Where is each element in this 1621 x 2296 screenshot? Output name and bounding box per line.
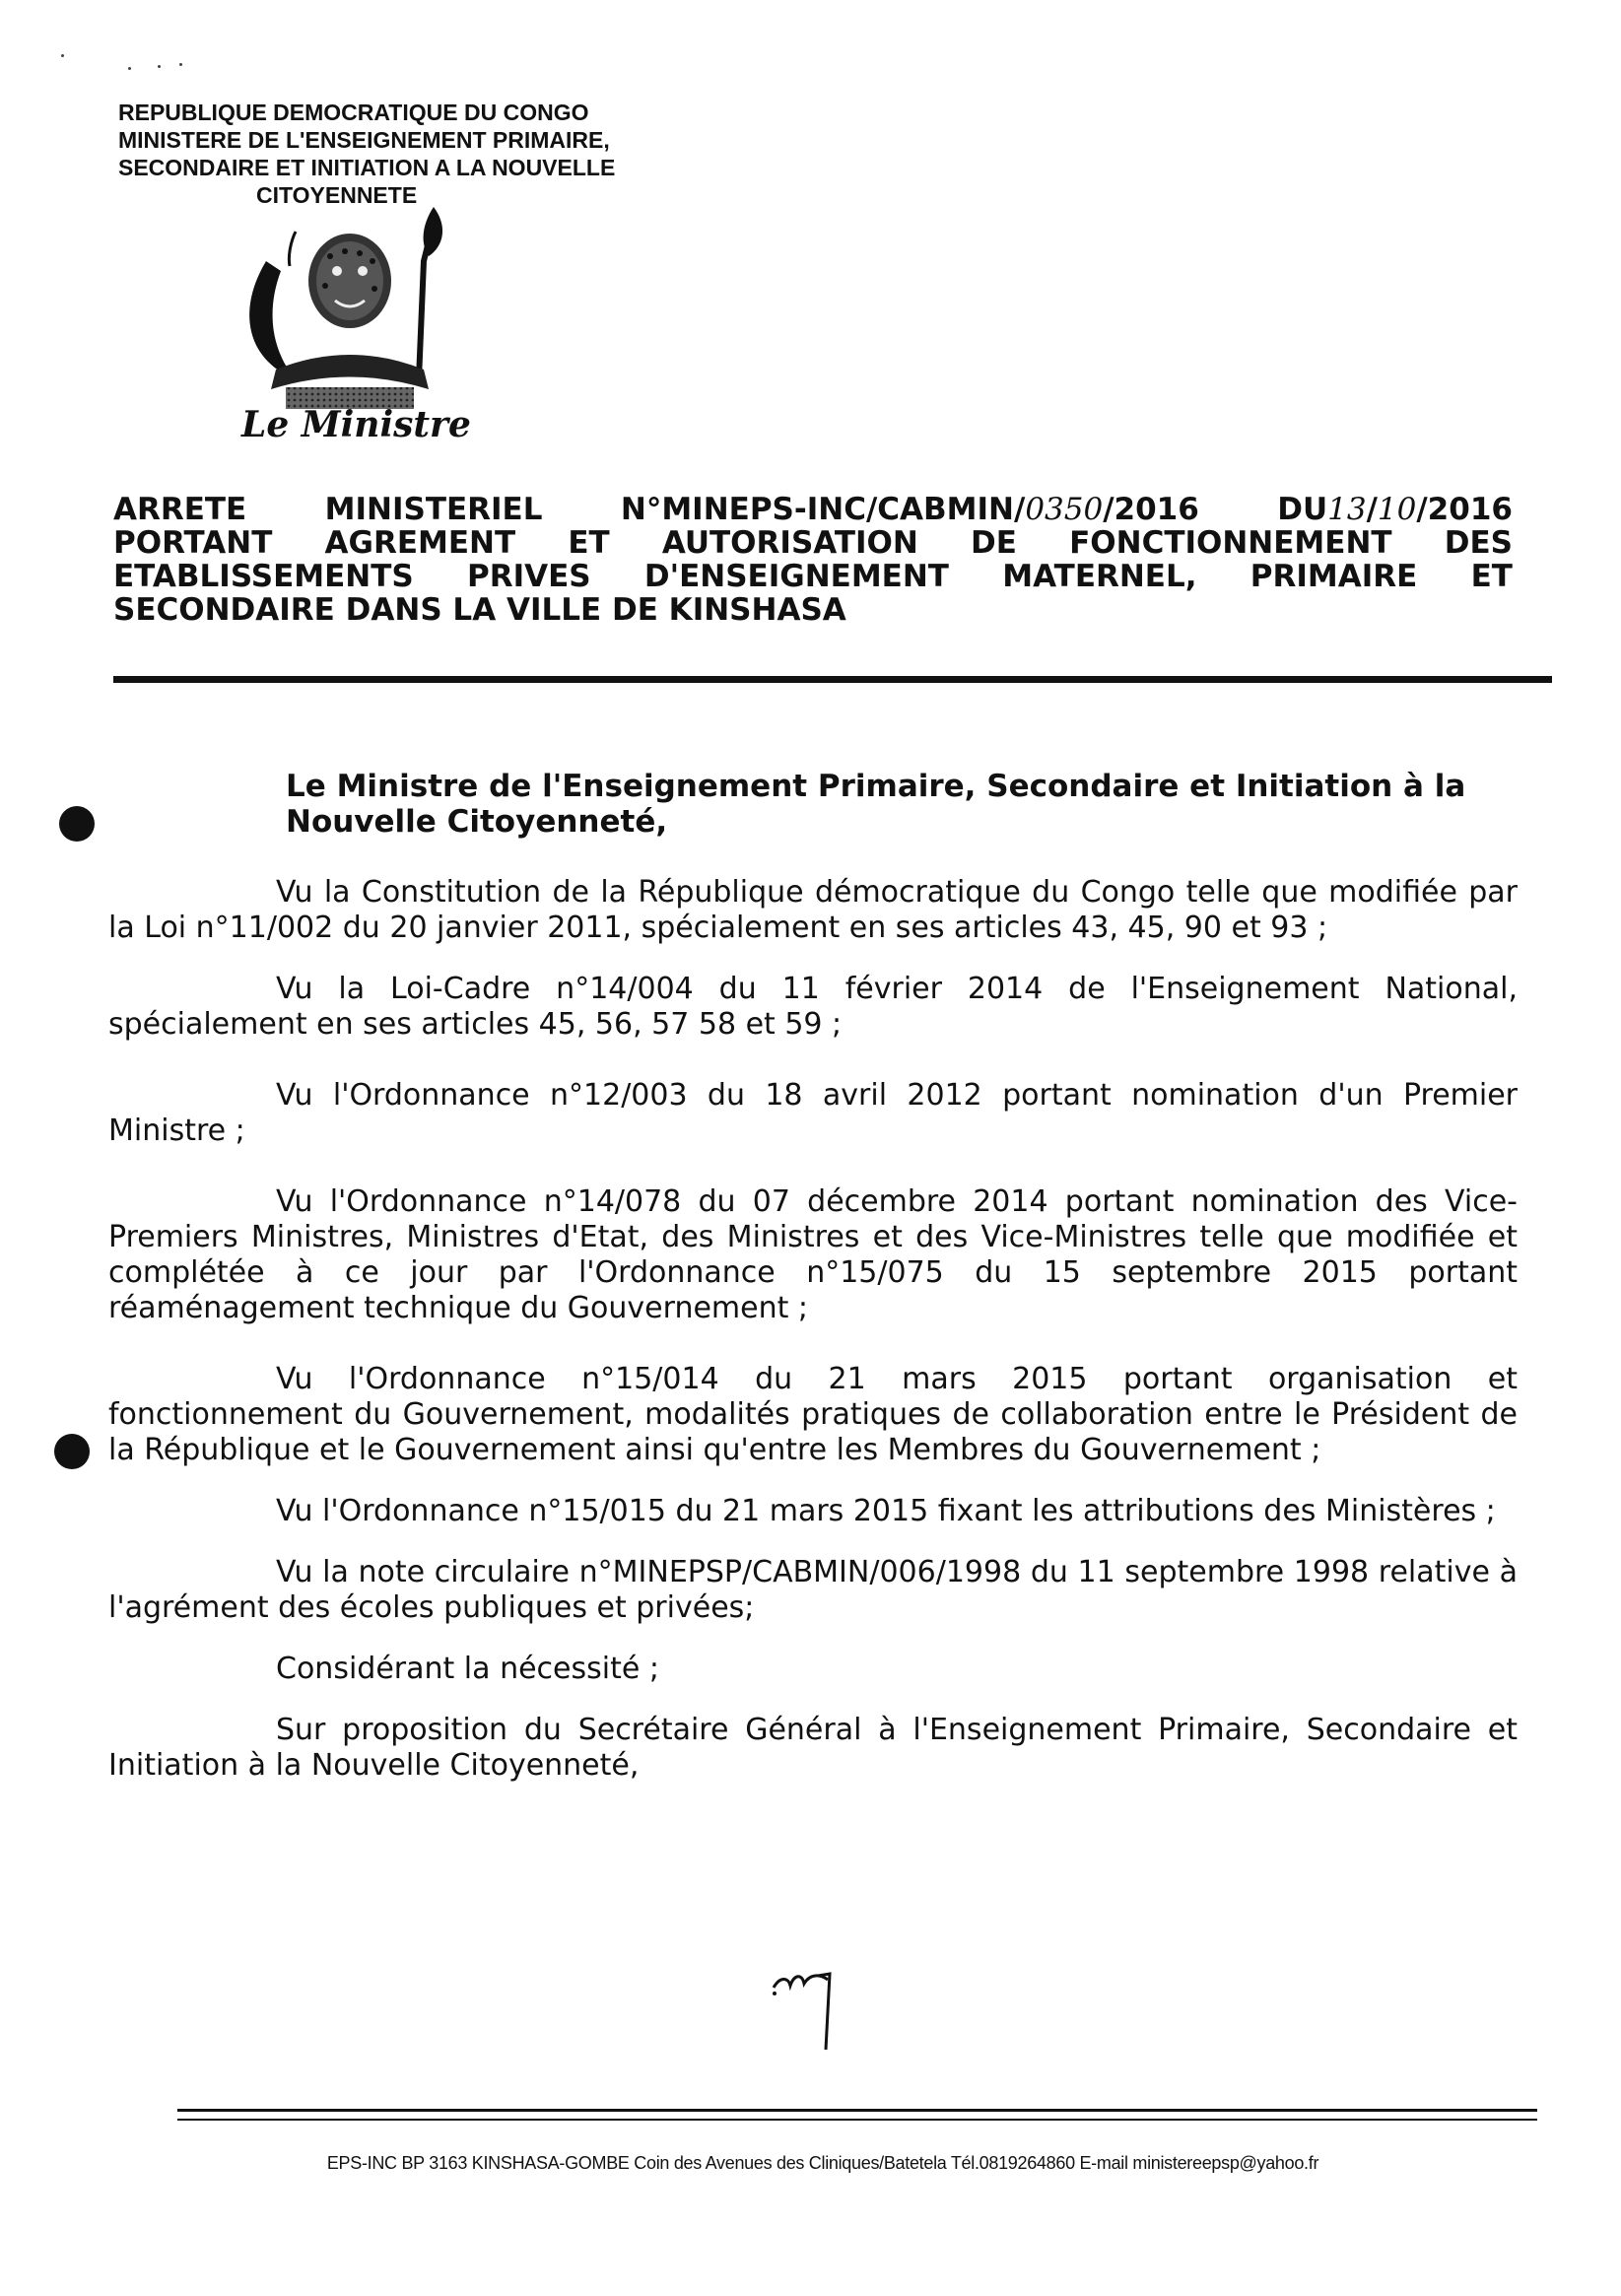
decree-title-end: SECONDAIRE DANS LA VILLE DE KINSHASA <box>113 592 846 628</box>
decree-date: DU13/10/2016 <box>1277 492 1513 527</box>
preamble-paragraph: Vu la note circulaire n°MINEPSP/CABMIN/006/1998 du 11 septembre 1998 relative à l'agrément des écoles publiques et privées; <box>108 1555 1518 1625</box>
footer-divider-thin <box>177 2119 1537 2121</box>
decree-date-month: 10 <box>1377 492 1417 527</box>
preamble-paragraph: Vu l'Ordonnance n°12/003 du 18 avril 2012 portant nomination d'un Premier Ministre ; <box>108 1078 1518 1148</box>
handwritten-initials-icon <box>769 1966 847 2055</box>
preamble-paragraph: Vu la Constitution de la République démocratique du Congo telle que modifiée par la Loi n°11/002 du 20 janvier 2011, spécialement en ses articles 43, 45, 90 et 93 ; <box>108 875 1518 945</box>
decree-title-line <box>113 526 1513 560</box>
minister-title: Le Ministre de l'Enseignement Primaire, Secondaire et Initiation à la Nouvelle Citoyenneté, <box>286 769 1466 840</box>
decree-date-day: 13 <box>1327 492 1367 527</box>
decree-reference <box>621 493 1199 526</box>
footer-divider <box>177 2109 1537 2112</box>
decree-word: PRIMAIRE <box>1250 559 1418 594</box>
decree-word: FONCTIONNEMENT <box>1069 525 1392 561</box>
header-line-citoyennete: CITOYENNETE <box>256 182 418 208</box>
decree-title-line <box>113 560 1513 593</box>
preamble-paragraph: Considérant la nécessité ; <box>276 1652 659 1686</box>
title-divider <box>113 676 1552 683</box>
decree-word: ARRETE <box>113 492 247 527</box>
preamble-paragraph: Vu l'Ordonnance n°15/014 du 21 mars 2015 portant organisation et fonctionnement du Gouvernement, modalités pratiques de collaboration entre le Président de la République et le Gouvernement ainsi qu'entre les Membres du Gouvernement ; <box>108 1362 1518 1467</box>
decree-word: DE <box>971 525 1017 561</box>
decree-word: MATERNEL, <box>1002 559 1197 594</box>
coat-of-arms-icon <box>227 202 473 419</box>
decree-title <box>113 493 1513 627</box>
decree-word: D'ENSEIGNEMENT <box>643 559 949 594</box>
decree-word: PRIVES <box>466 559 591 594</box>
header-line-ministry-cont: SECONDAIRE ET INITIATION A LA NOUVELLE <box>118 155 616 180</box>
decree-word: MINISTERIEL <box>324 492 543 527</box>
preamble-paragraph: Vu l'Ordonnance n°15/015 du 21 mars 2015 fixant les attributions des Ministères ; <box>276 1494 1496 1528</box>
decree-du-label: DU <box>1277 492 1328 527</box>
preamble-paragraph: Vu la Loi-Cadre n°14/004 du 11 février 2014 de l'Enseignement National, spécialement en ses articles 45, 56, 57 58 et 59 ; <box>108 972 1518 1042</box>
decree-word: AUTORISATION <box>661 525 918 561</box>
punch-hole <box>54 1434 90 1469</box>
decree-word: AGREMENT <box>324 525 516 561</box>
punch-hole <box>59 806 95 842</box>
decree-date-year: /2016 <box>1416 492 1513 527</box>
header-line-country: REPUBLIQUE DEMOCRATIQUE DU CONGO <box>118 100 589 125</box>
ministry-header <box>118 99 709 209</box>
decree-word: ET <box>568 525 610 561</box>
decree-ref-suffix: /2016 <box>1103 492 1199 527</box>
decree-word: ETABLISSEMENTS <box>113 559 414 594</box>
decree-word: DES <box>1444 525 1513 561</box>
decree-word: ET <box>1470 559 1513 594</box>
scan-speck <box>128 67 131 70</box>
decree-word: PORTANT <box>113 525 273 561</box>
decree-ref-prefix: N°MINEPS-INC/CABMIN/ <box>620 492 1026 527</box>
decree-title-line <box>113 593 1513 627</box>
scan-speck <box>61 54 64 57</box>
scan-speck <box>158 65 161 68</box>
preamble-paragraph: Vu l'Ordonnance n°14/078 du 07 décembre 2014 portant nomination des Vice-Premiers Ministres, Ministres d'Etat, des Ministres et des Vice-Ministres telle que modifiée et complétée à ce jour par l'Ordonnance n°15/075 du 15 septembre 2015 portant réaménagement technique du Gouvernement ; <box>108 1184 1518 1325</box>
decree-body <box>108 769 1518 1784</box>
header-line-ministry: MINISTERE DE L'ENSEIGNEMENT PRIMAIRE, <box>118 127 610 153</box>
decree-ref-number: 0350 <box>1025 492 1104 527</box>
preamble-paragraph: Sur proposition du Secrétaire Général à l'Enseignement Primaire, Secondaire et Initiation à la Nouvelle Citoyenneté, <box>108 1713 1518 1783</box>
decree-title-line <box>113 493 1513 526</box>
signature-title: Le Ministre <box>241 404 471 445</box>
scan-speck <box>179 63 182 66</box>
footer-address: EPS-INC BP 3163 KINSHASA-GOMBE Coin des Avenues des Cliniques/Batetela Tél.0819264860 E-mail ministereepsp@yahoo.fr <box>326 2153 1319 2173</box>
